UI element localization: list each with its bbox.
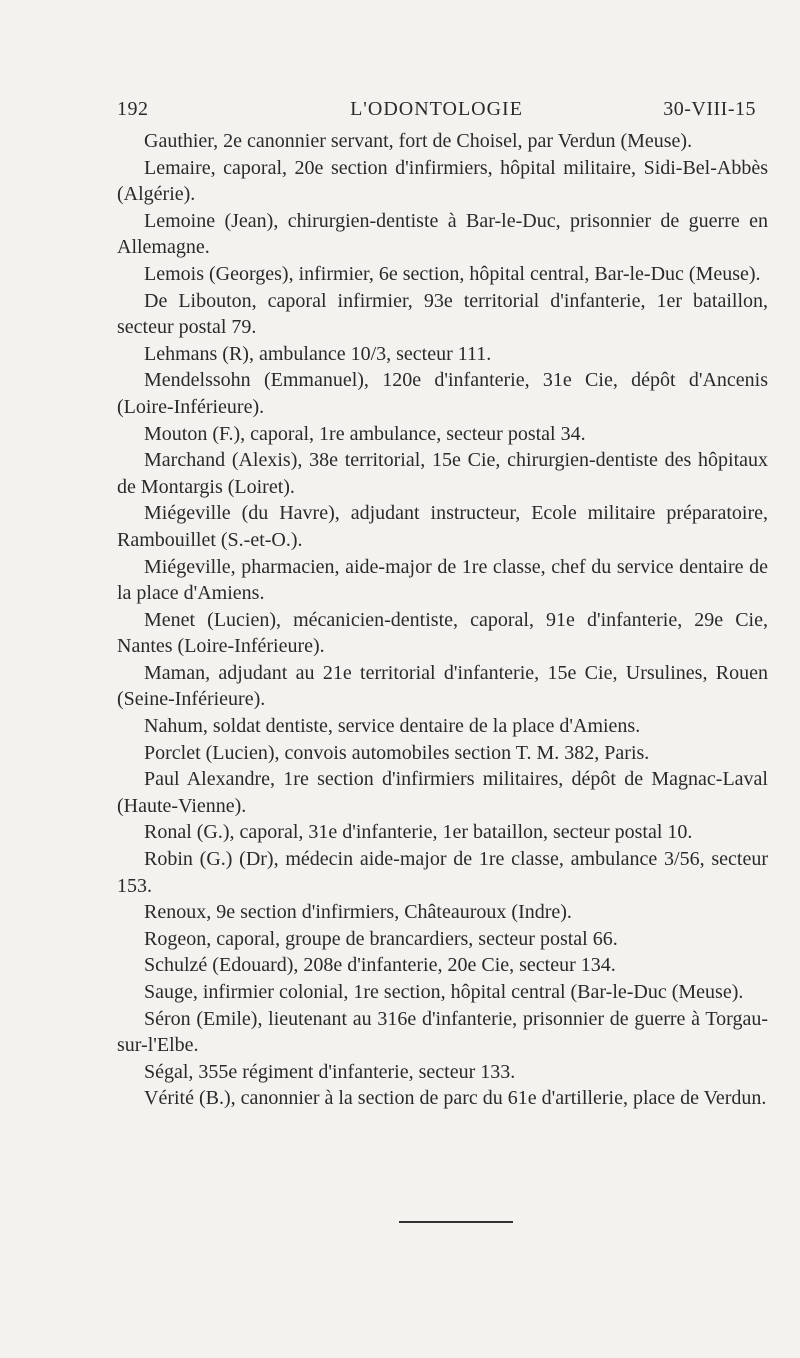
end-rule [399,1221,513,1223]
list-entry: Marchand (Alexis), 38e territorial, 15e Cie, chirurgien-dentiste des hôpitaux de Montargis (Loiret). [117,449,768,498]
list-entry: Renoux, 9e section d'infirmiers, Châteauroux (Indre). [144,901,572,924]
list-entry: De Libouton, caporal infirmier, 93e territorial d'infanterie, 1er bataillon, secteur postal 79. [117,289,768,339]
list-entry: Lemois (Georges), infirmier, 6e section, hôpital central, Bar-le-Duc (Meuse). [144,262,761,285]
list-entry: Sauge, infirmier colonial, 1re section, hôpital central (Bar-le-Duc (Meuse). [144,981,744,1003]
list-entry: Paul Alexandre, 1re section d'infirmiers militaires, dépôt de Magnac-Laval (Haute-Vienne). [117,768,768,817]
list-entry: Porclet (Lucien), convois automobiles section T. M. 382, Paris. [144,741,650,764]
running-title: L'ODONTOLOGIE [350,98,523,120]
list-entry: Ségal, 355e régiment d'infanterie, secteur 133. [144,1060,516,1083]
list-entry: Miégeville, pharmacien, aide-major de 1re classe, chef du service dentaire de la place d'Amiens. [117,555,768,605]
list-entry: Schulzé (Edouard), 208e d'infanterie, 20e Cie, secteur 134. [144,954,616,977]
list-entry: Maman, adjudant au 21e territorial d'infanterie, 15e Cie, Ursulines, Rouen (Seine-Inférieure). [117,661,768,711]
list-entry: Menet (Lucien), mécanicien-dentiste, caporal, 91e d'infanterie, 29e Cie, Nantes (Loire-Inférieure). [117,608,768,658]
list-entry: Mendelssohn (Emmanuel), 120e d'infanterie, 31e Cie, dépôt d'Ancenis (Loire-Inférieure). [117,369,768,418]
entry-list [117,128,768,1112]
issue-date: 30-VIII-15 [663,98,756,120]
list-entry: Lemaire, caporal, 20e section d'infirmiers, hôpital militaire, Sidi-Bel-Abbès (Algérie). [117,156,768,206]
list-entry: Lehmans (R), ambulance 10/3, secteur 111. [144,342,492,365]
page-header [117,98,756,128]
list-entry: Ronal (G.), caporal, 31e d'infanterie, 1er bataillon, secteur postal 10. [144,821,693,844]
list-entry: Séron (Emile), lieutenant au 316e d'infanterie, prisonnier de guerre à Torgau-sur-l'Elbe. [117,1007,768,1057]
list-entry: Nahum, soldat dentiste, service dentaire de la place d'Amiens. [144,715,641,738]
list-entry: Miégeville (du Havre), adjudant instructeur, Ecole militaire préparatoire, Rambouillet (S.-et-O.). [117,502,768,551]
list-entry: Vérité (B.), canonnier à la section de parc du 61e d'artillerie, place de Verdun. [144,1087,767,1110]
list-entry: Gauthier, 2e canonnier servant, fort de Choisel, par Verdun (Meuse). [144,130,693,152]
list-entry: Robin (G.) (Dr), médecin aide-major de 1re classe, ambulance 3/56, secteur 153. [117,848,768,897]
list-entry: Lemoine (Jean), chirurgien-dentiste à Bar-le-Duc, prisonnier de guerre en Allemagne. [117,209,768,259]
list-entry: Mouton (F.), caporal, 1re ambulance, secteur postal 34. [144,422,586,445]
page-number: 192 [117,98,149,120]
list-entry: Rogeon, caporal, groupe de brancardiers, secteur postal 66. [144,927,618,950]
